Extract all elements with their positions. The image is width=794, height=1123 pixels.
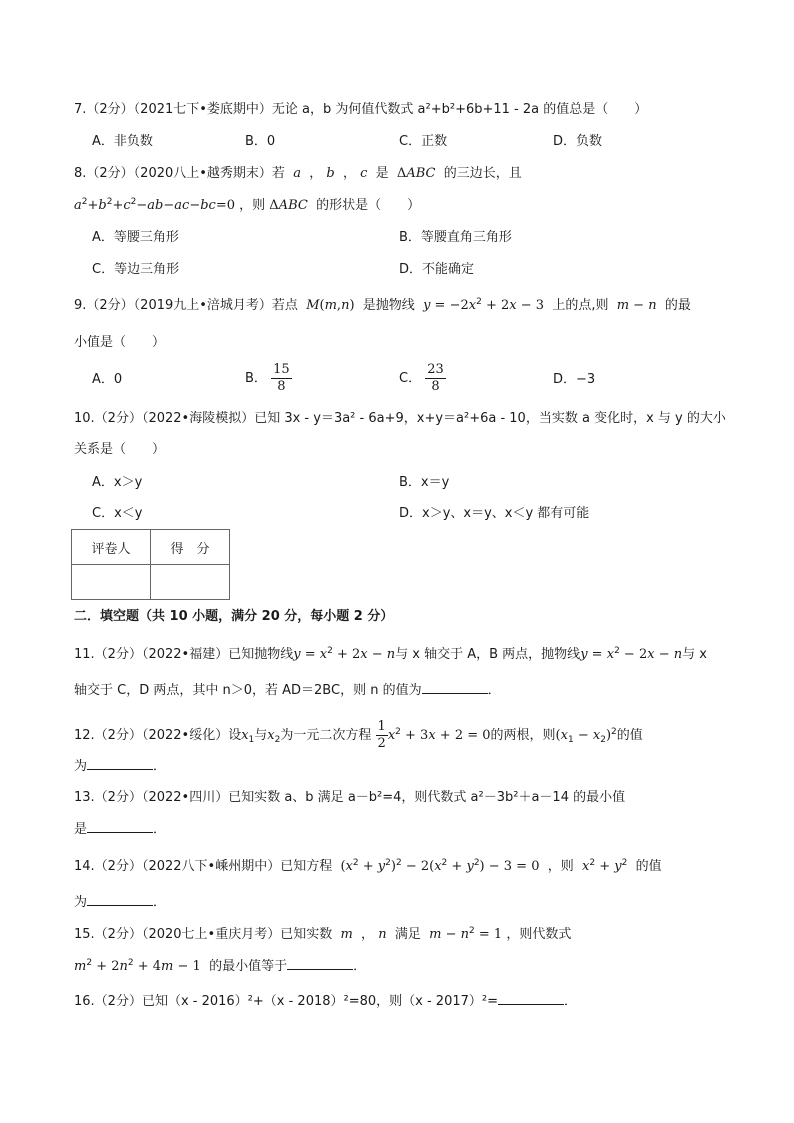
- answer-blank[interactable]: [87, 893, 153, 906]
- q8-option-d: D．不能确定: [399, 262, 475, 277]
- q16-stem: 16.（2分）已知（x - 2016）²+（x - 2018）²=80，则（x - 2017）²= ．: [74, 994, 578, 1009]
- q10-stem-line2: 关系是（ ）: [74, 442, 166, 457]
- fraction-15-8: $\frac{15}{8}$: [273, 362, 290, 394]
- q7-option-d: D．负数: [553, 134, 603, 149]
- answer-blank[interactable]: [87, 757, 153, 770]
- q9-stem-line2: 小值是（ ）: [74, 335, 166, 350]
- q9-option-b: B． $\frac{15}{8}$: [245, 362, 290, 394]
- q7-stem: 7.（2分）（2021七下•娄底期中）无论 a，b 为何值代数式 a²+b²+6b+11 - 2a 的值总是（ ）: [74, 102, 648, 117]
- q10-stem-line1: 10.（2分）（2022•海陵模拟）已知 3x - y＝3a² - 6a+9，x+y＝a²+6a - 10，当实数 a 变化时，x 与 y 的大小: [74, 411, 726, 426]
- q8-option-b: B．等腰直角三角形: [399, 230, 512, 245]
- score-header: 得 分: [151, 530, 230, 565]
- score-table: [71, 529, 230, 600]
- q12-stem-line1: 12.（2分）（2022•绥化）设$x_1$与$x_2$为一元二次方程 $\frac{1}{2}$ $x^2 + 3x + 2 = 0$的两根，则$(x_1 - x_2)^2$的值: [74, 719, 643, 751]
- q13-stem-line1: 13.（2分）（2022•四川）已知实数 a、b 满足 a－b²=4，则代数式 a²－3b²＋a－14 的最小值: [74, 790, 626, 805]
- reviewer-cell: [72, 565, 151, 600]
- fraction-1-2: $\frac{1}{2}$: [377, 719, 386, 751]
- q9-option-c: C． $\frac{23}{8}$: [399, 362, 444, 394]
- q9-option-d: D．−3: [553, 372, 596, 387]
- answer-blank[interactable]: [87, 820, 153, 833]
- q10-option-d: D．x＞y、x＝y、x＜y 都有可能: [399, 506, 590, 521]
- q10-option-a: A．x＞y: [92, 475, 143, 490]
- answer-blank[interactable]: [422, 681, 488, 694]
- q7-option-c: C．正数: [399, 134, 448, 149]
- q7-option-a: A．非负数: [92, 134, 153, 149]
- q14-stem-line2: 为 ．: [74, 895, 167, 910]
- q13-stem-line2: 是 ．: [74, 822, 167, 837]
- section-title: 二．填空题（共 10 小题，满分 20 分，每小题 2 分）: [74, 609, 394, 624]
- q7-option-b: B．0: [245, 134, 276, 149]
- q8-stem-line1: 8.（2分）（2020八上•越秀期末）若 a ， b ， c 是 ΔABC 的三边长，且: [74, 166, 522, 181]
- q11-stem-line2: 轴交于 C，D 两点，其中 n＞0，若 AD＝2BC，则 n 的值为 ．: [74, 683, 501, 698]
- q15-stem-line2: $m^2 + 2n^2 + 4m - 1$ 的最小值等于 ．: [74, 958, 367, 974]
- q9-option-a: A．0: [92, 372, 123, 387]
- q8-stem-line2: $a^2+b^2+c^2-ab-ac-bc=0$ ，则 ΔABC 的形状是（ ）: [74, 197, 421, 213]
- q10-option-c: C．x＜y: [92, 506, 143, 521]
- q12-stem-line2: 为 ．: [74, 759, 167, 774]
- q15-stem-line1: 15.（2分）（2020七上•重庆月考）已知实数 m ， n 满足 $m - n^2 = 1$ ，则代数式: [74, 926, 572, 942]
- q8-option-c: C．等边三角形: [92, 262, 180, 277]
- q11-stem-line1: 11.（2分）（2022•福建）已知抛物线$y = x^2 + 2x - n$与 x 轴交于 A，B 两点，抛物线$y = x^2 - 2x - n$与 x: [74, 646, 707, 662]
- q14-stem-line1: 14.（2分）（2022八下•嵊州期中）已知方程 $(x^2 + y^2)^2 - 2(x^2 + y^2) - 3 = 0$ ，则 $x^2 + y^2$ 的值: [74, 858, 662, 874]
- q8-option-a: A．等腰三角形: [92, 230, 179, 245]
- answer-blank[interactable]: [287, 957, 353, 970]
- fraction-23-8: $\frac{23}{8}$: [427, 362, 444, 394]
- score-cell: [151, 565, 230, 600]
- answer-blank[interactable]: [498, 992, 564, 1005]
- q9-stem-line1: 9.（2分）（2019九上•涪城月考）若点 M(m,n) 是抛物线 $y = -2x^2 + 2x - 3$ 上的点,则 m − n 的最: [74, 297, 691, 313]
- q10-option-b: B．x＝y: [399, 475, 450, 490]
- reviewer-header: 评卷人: [72, 530, 151, 565]
